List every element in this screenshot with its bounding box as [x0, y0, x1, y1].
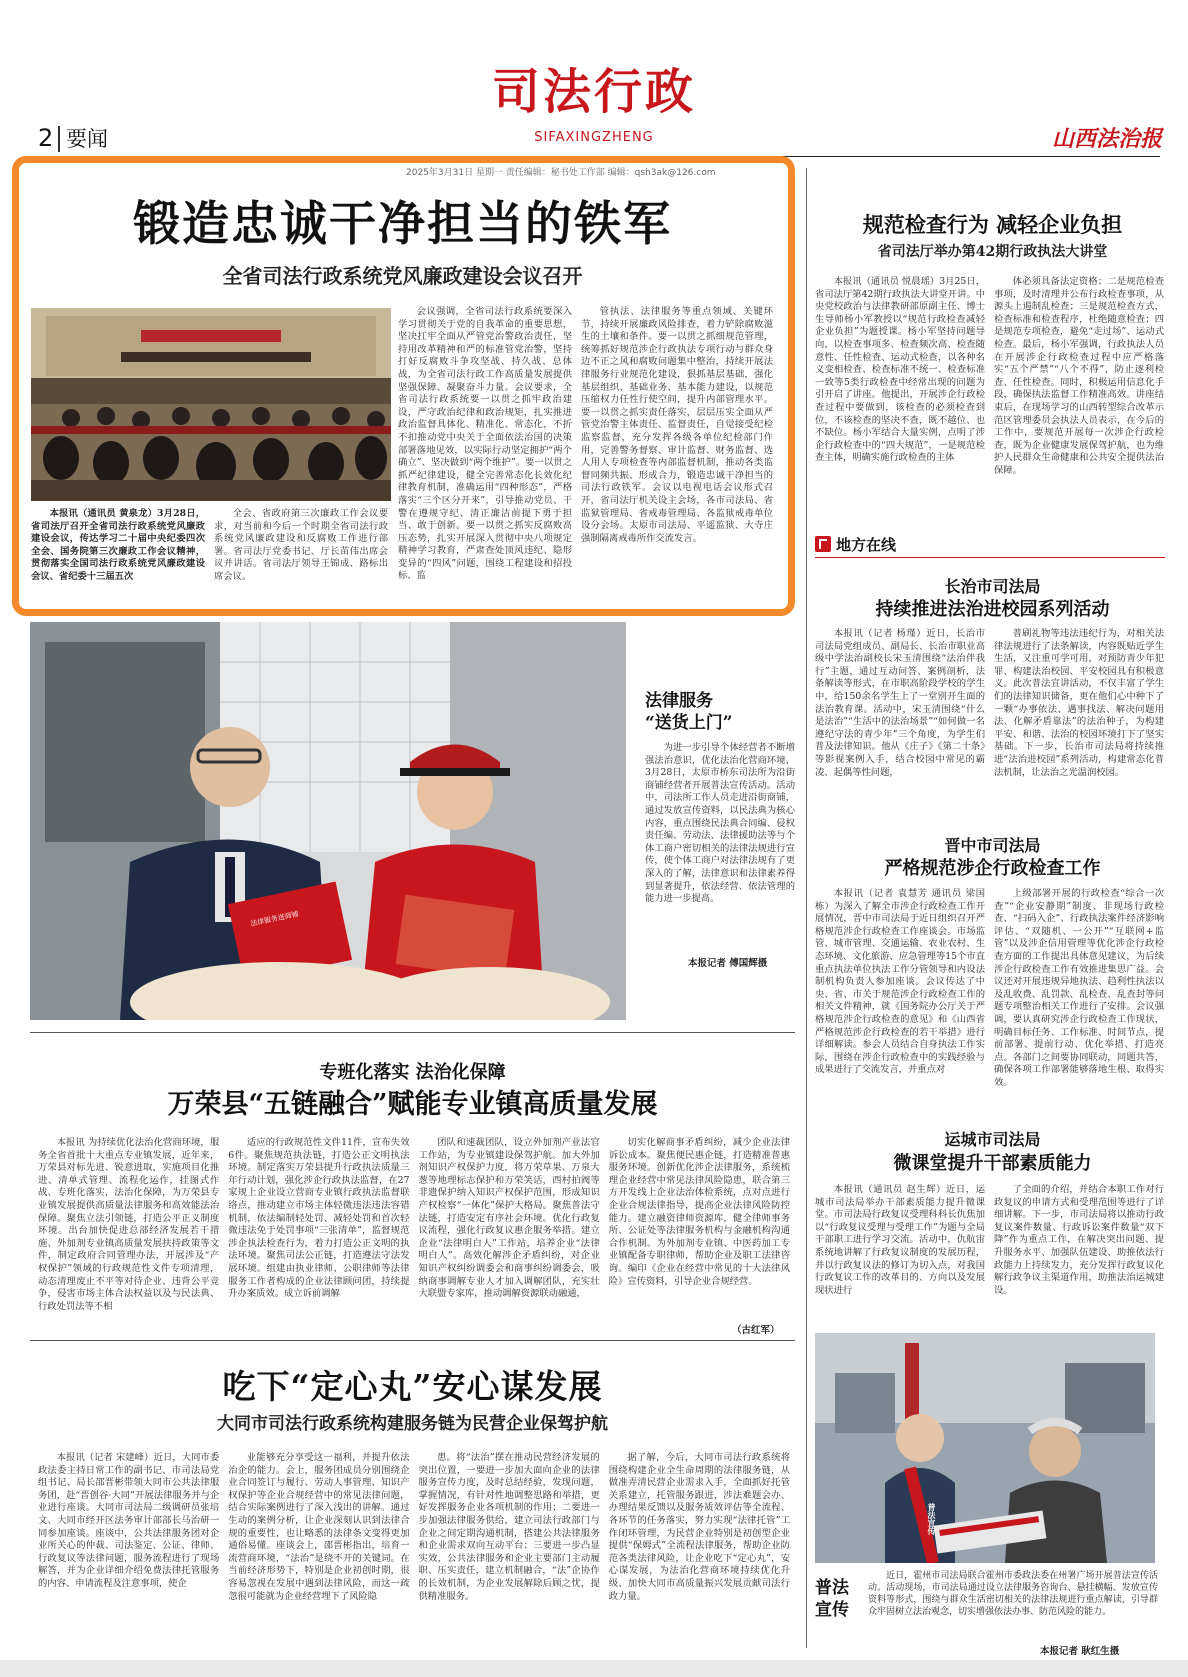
datong-subhead: 大同市司法行政系统构建服务链为民营企业保驾护航 — [217, 1414, 608, 1434]
wanrong-credit: （古红军） — [732, 1325, 780, 1336]
leaflet-text: 法律服务进商铺 — [249, 909, 300, 929]
right-column-divider — [806, 168, 807, 1648]
wanrong-col2 — [228, 1137, 409, 1322]
paper-logo: 山西法治报 — [1051, 126, 1162, 152]
changzhi-col1 — [815, 628, 985, 823]
legal-service-credit: 本报记者 傅国辉摄 — [688, 958, 768, 969]
jinzhong-col1-text: 本报讯（记者 袁慧芳 通讯员 梁国栋）为深入了解全市涉企行政检查工作开展情况，晋中市司法局于近日组织召开严格规范涉企行政检查工作座谈会。市场监管、城市管理、交通运输、农业农村、生态环境、文化旅游、应急管理等15个市直重点执法单位执法工作分管领导和内设法制机构负责人参加座谈。会议传达了中央、省、市关于规范涉企行政检查工作的相关文件精神，就《国务院办公厅关于严格规范涉企行政检查的意见》和《山西省严格规范涉企行政检查的若干举措》进行详细解读。参会人员结合自身执法工作实际，围绕在涉企行政检查中的实践经验与成果进行了交流发言，并重点对 — [815, 888, 985, 1076]
wanrong-body — [38, 1137, 790, 1322]
local-online-label — [815, 533, 896, 555]
propaganda-illustration — [815, 1333, 1155, 1563]
wanrong-col3-text: 团队和速裁团队，设立外加剂产业法官工作站，为专业镇建设保驾护航。加大外加剂知识产权保护力度，将万荣草果、万泉大葱等地理标志保护和万荣笑话，西村拍阀等非遗保护纳入知识产权保护范围，形成知识产权检察“一体化”保护大格局。聚焦普法守法链，打造安定有序社会环境。优化行政复议流程，强化行政复议惠企服务举措。建立企业“法律明白人”工作站，培养企业“法律明白人”。高效化解涉企矛盾纠纷，对企业知识产权纠纷调委会和商事纠纷调委会，吸纳商事调解专业人才加入调解团队，充实壮大联盟专家库，推动调解资源联动融通， — [418, 1137, 600, 1300]
page-section: 要闻 — [66, 127, 108, 151]
lead-col4 — [581, 306, 773, 592]
legal-service-title-line2: “送货上门” — [645, 713, 733, 733]
jinzhong-col1 — [815, 888, 985, 1106]
right-top-col2-text: 体必须具备法定资格；二是规范检查事项，及时清理并公布行政检查事项，从源头上遏制乱检查；三是规范检查方式，检查标准和检查程序，杜绝随意检查；四是规范专项检查，避免“走过场”、运动式检查。最后，杨小军强调，行政执法人员在开展涉企行政检查过程中应严格落实“五个严禁”“八个不得”，防止逐利检查、任性检查。同时，积极运用信息化手段，确保执法监督工作精准高效。讲座结束后，在现场学习的山西转型综合改革示范区管理委员会执法人员表示，在今后的工作中，要规范开展每一次涉企行政检查，既为企业健康发展保驾护航，也为维护人民群众生命健康和公共安全提供法治保障。 — [994, 276, 1164, 476]
sash-text: 普法宣传 — [927, 1503, 937, 1535]
lead-col1-text: 本报讯（通讯员 黄泉龙）3月28日，省司法厅召开全省司法行政系统党风廉政建设会议，传达学习二十届中央纪委四次全会、国务院第三次廉政工作会议精神，贯彻落实全国司法行政系统党风廉政建设会议、省纪委十三届五次 — [31, 508, 205, 582]
datong-headline: 吃下“定心丸”安心谋发展 — [222, 1367, 603, 1406]
yuncheng-col2 — [994, 1184, 1164, 1320]
wanrong-col4-text: 切实化解商事矛盾纠纷，减少企业法律诉讼成本。聚焦便民惠企链，打造精准普惠服务环境。创新优化涉企法律服务，系统梳理企业经营中常见法律风险隐患，联合第三方开发线上企业法治体检系统，点对点进行企业合规法律指导，提高企业法律风险防控能力。建立融资律师资源库，健全律师事务所、公证处等法律服务机构与金融机构沟通合作机制。为外加剂专业镇、中医药加工专业镇配备专职律师，帮助企业及职工法律咨询。编印《企业在经营中常见的十大法律风险》宣传资料，引导企业合规经营。 — [608, 1137, 790, 1287]
changzhi-col1-text: 本报讯（记者 杨瑾）近日，长治市司法局党组成员、副局长、长治市职业高级中学法治副校长宋玉清围绕“法治伴我行”主题，通过互动问答、案例剖析，法条解读等形式，在市职高阶段学校的学生中，给150余名学生上了一堂别开生面的法治教育课。活动中，宋玉清围绕“什么是法治”“生活中的法治场景”“如何做一名遵纪守法的青少年”三个角度，为学生们普及法律知识。他从《庄子》《第二十条》等影视案例入手，结合校园中常见的霸凌、起偶等性问题， — [815, 628, 985, 778]
legal-service-photo — [30, 622, 626, 1020]
lead-col2 — [214, 508, 388, 592]
right-top-subhead: 省司法厅举办第42期行政执法大讲堂 — [877, 244, 1108, 260]
lead-headline: 锻造忠诚干净担当的铁军 — [133, 197, 672, 252]
legal-service-title-line1: 法律服务 — [645, 691, 713, 711]
changzhi-headline: 持续推进法治进校园系列活动 — [875, 599, 1110, 620]
propaganda-credit: 本报记者 耿红生摄 — [1040, 1646, 1120, 1657]
wanrong-col1 — [38, 1137, 219, 1322]
lead-col2-text: 全会、省政府第三次廉政工作会议要求，对当前和今后一个时期全省司法行政系统党风廉政建设和反腐败工作进行部署。省司法厅党委书记、厅长苗伟出席会议并讲话。省司法厅领导王锦成、路标出席会议。 — [214, 508, 388, 582]
lead-col3 — [398, 306, 572, 592]
wanrong-kicker: 专班化落实 法治化保障 — [319, 1062, 506, 1083]
local-online-rule — [815, 557, 1165, 558]
legal-service-caption-text: 为进一步引导个体经营者不断增强法治意识，优化法治化营商环境，3月28日，太原市桥东司法所为沿街商铺经营者开展普法宣传活动。活动中，司法所工作人员走进沿街商铺，通过发放宣传资料，以民法典为核心内容，重点围绕民法典合同编、侵权责任编、劳动法、法律援助法等与个体工商户密切相关的法律法规进行宣传，使个体工商户对法律法规有了更深入的了解，法律意识和法律素养得到显著提升，依法经营、依法管理的能力进一步提高。 — [645, 742, 795, 905]
yuncheng-col2-text: 了全面的介绍，并结合本职工作对行政复议的申请方式和受理范围等进行了详细讲解。下一步，市司法局将以推动行政复议案件数量、行政诉讼案件数量“双下降”作为重点工作，在解决突出问题、提升服务水平、加强队伍建设、助推依法行政能力上持续发力，充分发挥行政复议化解行政争议主渠道作用，助推法治运城建设。 — [994, 1184, 1164, 1296]
yuncheng-org: 运城市司法局 — [944, 1130, 1041, 1149]
propaganda-caption — [868, 1570, 1158, 1642]
wanrong-top-rule — [30, 1032, 795, 1033]
local-online-icon — [815, 536, 831, 552]
datong-col4-text: 据了解，今后，大同市司法行政系统将围绕构建企业全生命周期的法律服务链，从做准弄清民营企业需求入手，全面抓好托管关系建立，托管服务跟进，涉法难题会办、办理结果反馈以及服务质效评估等全流程、各环节的任务落实，努力实现“法律托管”工作闭环管理，为民营企业特别是初创型企业提供“保姆式”全流程法律服务，帮助企业防范各类法律风险，让企业吃下“定心丸”，安心谋发展，为法治化营商环境持续优化升级、加快大同市高质量振兴发展贡献司法行政力量。 — [608, 1452, 790, 1602]
lead-subhead: 全省司法行政系统党风廉政建设会议召开 — [222, 264, 583, 288]
right-top-headline: 规范检查行为 减轻企业负担 — [862, 212, 1123, 237]
wanrong-headline: 万荣县“五链融合”赋能专业镇高质量发展 — [167, 1089, 658, 1120]
jinzhong-headline: 严格规范涉企行政检查工作 — [884, 858, 1101, 879]
section-title: 司法行政 — [491, 64, 696, 120]
legal-service-illustration — [30, 622, 626, 1020]
page-number: 2 — [38, 124, 54, 152]
datong-top-rule — [30, 1340, 795, 1341]
datong-col2 — [228, 1452, 409, 1647]
lead-col1 — [31, 508, 205, 592]
meeting-room-illustration — [31, 308, 391, 501]
jinzhong-org: 晋中市司法局 — [944, 836, 1041, 855]
datong-col1-text: 本报讯（记者 宋建峰）近日，大同市委政法委主持日常工作的副书记、市司法局党组书记、局长邵晋彬带领大同市公共法律服务团，赴“晋创谷·大同”开展法律服务并与企业进行座谈。大同市司法局二级调研员张培文、大同市经开区法务审计部部长马治研一同参加座谈。座谈中，公共法律服务团对企业所关心的仲裁、司法鉴定、公证、律师、行政复议等法律问题，服务流程进行了现场解答，并为企业详细介绍免费法律托管服务的内容、申请流程及注意事项，使企 — [38, 1452, 220, 1589]
dateline: 2025年3月31日 星期一 责任编辑：秘书处工作部 编辑：qsh3ak@126.com — [406, 168, 716, 178]
legal-service-title — [645, 690, 795, 734]
right-top-col2 — [994, 276, 1164, 516]
legal-service-caption — [645, 742, 795, 952]
wanrong-col4 — [609, 1137, 790, 1322]
local-online-text: 地方在线 — [836, 535, 897, 554]
propaganda-label — [815, 1577, 855, 1621]
yuncheng-col1 — [815, 1184, 985, 1320]
lead-col3-text: 会议强调，全省司法行政系统要深入学习贯彻关于党的自我革命的重要思想，坚决扛牢全面从严管党治警政治责任，坚持用改革精神和严的标准管党治警，坚持打好反腐败斗争攻坚战、持久战、总体战，为全省司法行政工作高质量发展提供坚强保障、凝聚奋斗力量。会议要求，全省司法行政系统要一以贯之抓牢政治建设，严守政治纪律和政治规矩，扎实推进政治监督具体化、精准化、常态化，不折不扣推动党中央关于全面依法治国的决策部署落地见效，以实际行动坚定拥护“两个确立”、坚决做到“两个维护”。要一以贯之抓严纪律建设，健全完善常态化长效化纪律教育机制，准确运用“四种形态”，严格落实“三个区分开来”，引导推动党员、干警在遵规守纪、清正廉洁前提下勇于担当、敢于创新。要一以贯之抓实反腐败高压态势，扎实开展深入贯彻中央八项规定精神学习教育，严肃查处顶风违纪、隐形变异的“四风”问题，围绕工程建设和招投标、监 — [398, 306, 572, 582]
datong-body — [38, 1452, 790, 1647]
yuncheng-headline: 微课堂提升干部素质能力 — [893, 1153, 1092, 1174]
right-top-col1 — [815, 276, 985, 516]
changzhi-org: 长治市司法局 — [944, 577, 1041, 596]
datong-col3-text: 患。将“法治”摆在推动民营经济发展的突出位置，一要进一步加大面向企业的法律服务宣传力度，及时总结经验，发现问题，掌握情况，有针对性地调整思路和举措，更好发挥服务企业各项机制的作用；二要进一步加强法律服务供给，建立司法行政部门与企业之间定期沟通机制，搭建公共法律服务和企业需求双向互动平台；三要进一步凸显实效，公共法律服务和企业主要部门主动履职、压实责任，建立机制融合，“法”企协作的长效机制，为企业发展解除后顾之忧，提供精准服务。 — [418, 1452, 600, 1602]
propaganda-label-line2: 宣传 — [815, 1600, 849, 1620]
datong-col3 — [419, 1452, 600, 1647]
propaganda-label-line1: 普法 — [815, 1578, 849, 1598]
wanrong-col3 — [419, 1137, 600, 1322]
right-top-col1-text: 本报讯（通讯员 悦晨瑶）3月25日，省司法厅第42期行政执法大讲堂开讲。中央党校政治与法律教研部原副主任、博士生导师杨小军教授以“规范行政检查减轻企业负担”为题授课。杨小军坚持问题导向，以检查事项多、检查频次高、检查随意性、任性检查、运动式检查，以各种名义变相检查、检查标准不统一、检查标准一致等5类行政检查中经常出现的问题为引开启了讲座。他提出，开展涉企行政检查过程中要做到，该检查的必须检查到位，不该检查的坚决不查，既不越位、也不缺位。杨小军结合大量实例，点明了涉企行政检查中的“四大规范”，一是规范检查主体，明确实施行政检查的主体 — [815, 276, 985, 464]
jinzhong-col2 — [994, 888, 1164, 1106]
jinzhong-col2-text: 上级部署开展的行政检查“综合一次查”“企业安静期”制度、非现场行政检查、“扫码入企”、行政执法案件经济影响评估、“双随机、一公开”“互联网+监管”以及涉企信用管理等优化涉企行政检查方面的工作提出具体意见建议，为后续涉企行政检查工作有效推进集思广益。会议还对开展违规异地执法、趋利性执法以及乱收费、乱罚款、乱检查、乱查封等问题专项整治相关工作进行了安排。会议强调，要认真研究涉企行政检查工作现状，明确目标任务、工作标准、时间节点，提前部署、提前行动、优化举措、打造亮点。各部门之间要协同联动，同题共答，确保各项工作部署能够落地生根、取得实效。 — [994, 888, 1164, 1088]
wanrong-col2-text: 适应的行政规范性文件11件，宣布失效6件。聚焦规范执法链，打造公正文明执法环境。制定落实万荣县提升行政执法质量三年行动计划，强化涉企行政执法监督，在27家规上企业设立营商专业镇行政执法监督联络点，推动建立市场主体轻微违法违法容错机制，依法编制轻处罚、减轻处罚和首次轻微违法免于处罚事项“三张清单”，监督规范涉企执法检查行为，着力打造公正文明的执法环境。聚焦司法公正链，打造遵法守法发展环境。组建由执业律师、公职律师等法律服务工作者构成的企业法律顾问团，持续提升办案质效。成立诉前调解 — [228, 1137, 410, 1300]
section-pinyin: SIFAXINGZHENG — [534, 130, 654, 145]
datong-col1 — [38, 1452, 219, 1647]
wanrong-col1-text: 本报讯 为持续优化法治化营商环境，服务全省首批十大重点专业镇发展，近年来，万荣县对标先进、锐意进取，实施项目化推进、清单式管理、流程化运作，挂图式作战、专班化落实，法治化保障，为万荣县专业镇发展提供高质量法律服务和高效能法治保障。聚焦立法引领链，打造公平正义制度环境。出台加快促进总部经济发展若干措施、外加剂专业镇高质量发展扶持政策等文件，制定政府合同管理办法，开展涉及“产权保护”领域的行政规范性文件专项清理，动态清理废止不平等对待企业、违背公平竞争，侵害市场主体合法权益以及与民法典、行政处罚法等不相 — [38, 1137, 220, 1312]
propaganda-photo — [815, 1333, 1155, 1563]
lead-col4-text: 管执法、法律服务等重点领域、关键环节，持续开展廉政风险排查，着力铲除腐败滋生的土壤和条件。要一以贯之抓细规范管理，统筹抓好规范涉企行政执法专项行动与群众身边不正之风和腐败问题集中整治，持续开展法律服务行业规范化建设，狠抓基层基础，强化基层组织、基础业务、基本能力建设，以规范压缩权力任性行使空间，提升内部管理水平。要一以贯之抓实责任落实，层层压实全面从严管党治警主体责任、监督责任，自觉接受纪检监察监督，充分发挥各级各单位纪检部门作用，完善警务督察、审计监督、财务监督、选人用人专项检查等内部监督机制，推动各类监督同频共振、形成合力，锻造忠诚干净担当的司法行政铁军。会议以电视电话会议形式召开，省司法厅机关设主会场，各市司法局、省监狱管理局、省戒毒管理局、各监狱戒毒单位设分会场。太原市司法局、平遥监狱、大寺庄强制隔离戒毒所作交流发言。 — [581, 306, 773, 544]
yuncheng-col1-text: 本报讯（通讯员 赵生辉）近日，运城市司法局举办干部素质能力提升微课堂。市司法局行政复议受理科科长仇焦加以“行政复议受理与受理工作”为题与全局干部职工进行学习交流。活动中，仇航宙系统地讲解了行政复议制度的发展历程，并以行政复议法的修订为切入点，对我国行政复议工作的改革目的、方向以及发展现状进行 — [815, 1184, 985, 1296]
datong-col2-text: 业能够充分享受这一福利，并提升依法治企的能力。会上，服务团成员分别围绕企业合同签订与履行、劳动人事管理、知识产权保护等企业合规经营中的常见法律问题，结合实际案例进行了深入浅出的讲解。通过生动的案例分析，让企业深刻认识到法律合规的重要性，也让略悉的法律条文变得更加通俗易懂。座谈会上，邵晋彬指出，培育一流营商环境，“法治”是绕不开的关键词。在当前经济形势下，特别是企业初创时期，很容易忽视在发展中遇到法律风险，而这一疏忽很可能就为企业经营埋下了风险隐 — [228, 1452, 410, 1602]
propaganda-caption-text: 近日，霍州市司法局联合霍州市委政法委在州署广场开展普法宣传活动。活动现场，市司法局通过设立法律服务咨询台、悬挂横幅、发放宣传资料等形式，围绕与群众生活密切相关的法律法规进行重点解读，引导群众牢固树立法治观念，切实增强依法办事、防范风险的能力。 — [868, 1571, 1158, 1617]
changzhi-col2 — [994, 628, 1164, 823]
datong-col4 — [609, 1452, 790, 1647]
changzhi-col2-text: 普刷礼物等违法违纪行为，对相关法律法规进行了法条解读，内容既贴近学生生活，又注重可学可用，对预防青少年犯罪、构建法治校园、平安校园具有积极意义。此次普法宣讲活动，不仅丰富了学生们的法律知识储备，更在他们心中种下了一颗“办事依法、遇事找法、解决问题用法、化解矛盾靠法”的法治种子，为构建平安、和谐、法治的校园环境打下了坚实基础。下一步，长治市司法局将持续推进“法治进校园”系列活动，构建常态化普法机制，让法治之光温润校园。 — [994, 628, 1164, 778]
lead-meeting-photo — [31, 308, 391, 501]
page-number-divider — [58, 126, 60, 152]
page-bottom-edge — [0, 1660, 1188, 1677]
